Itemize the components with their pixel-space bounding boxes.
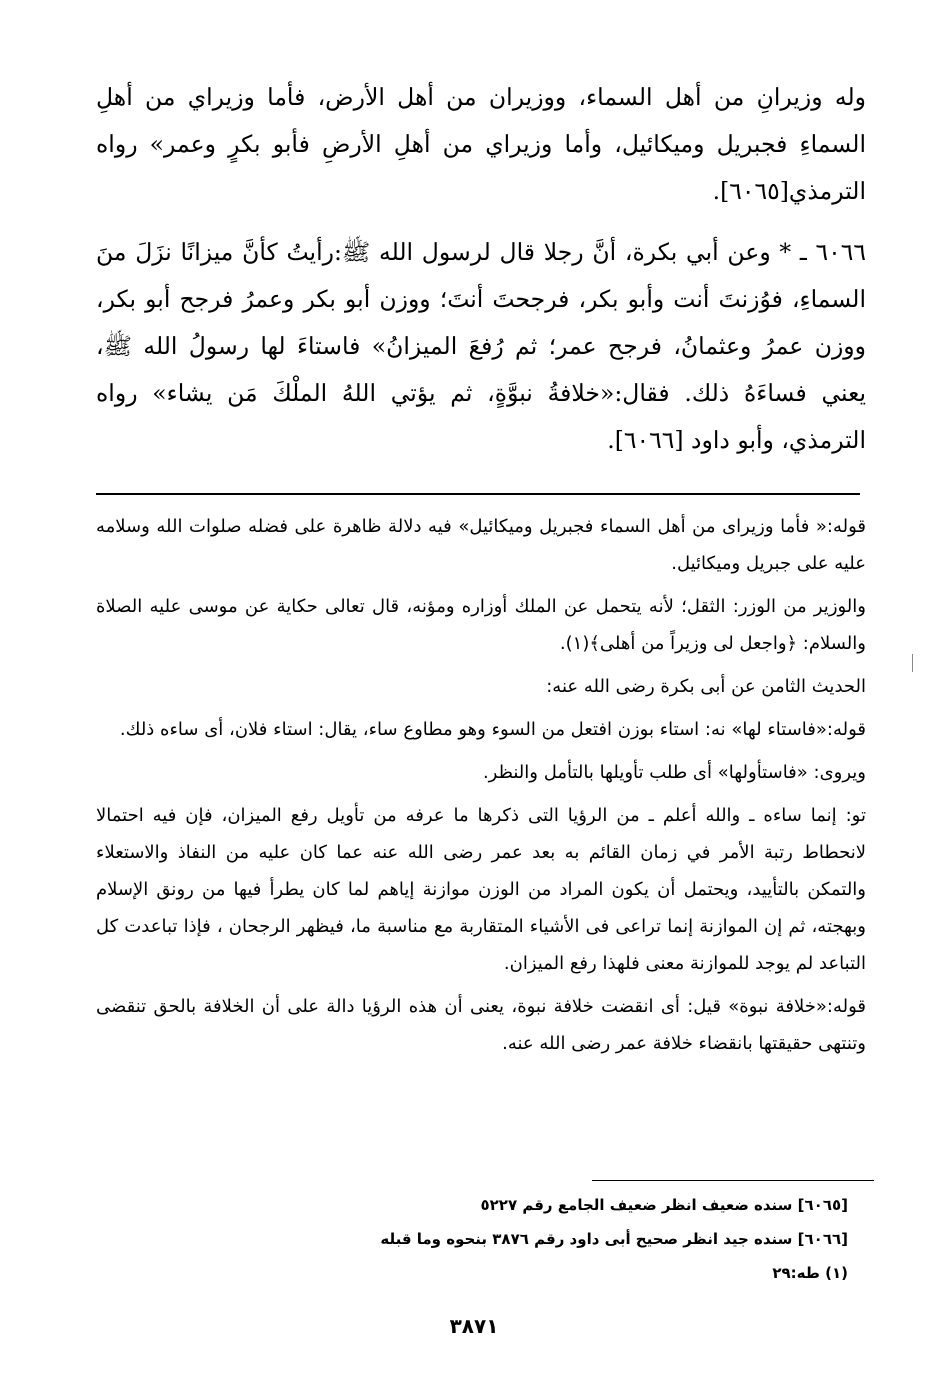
scan-mark [912, 654, 913, 672]
hadith-paragraph-6065-end: وله وزيرانِ من أهل السماء، ووزيران من أهل الأرض، فأما وزيراي من أهلِ السماءِ فجبريل وميكائيل، وأما وزيراي من أهلِ الأرضِ فأبو بكرٍ وعمر» رواه الترمذي[٦٠٦٥]. [96, 83, 866, 205]
hadith-text [96, 74, 866, 478]
footnote-divider-line [592, 1180, 874, 1181]
footnote-6065: [٦٠٦٥] سنده ضعيف انظر ضعيف الجامع رقم ٥٢٢٧ [480, 1196, 848, 1214]
page-number: ٣٨٧١ [449, 1314, 499, 1338]
footnote-1: (١) طه:٢٩ [772, 1264, 848, 1282]
commentary-paragraph: تو: إنما ساءه ـ والله أعلم ـ من الرؤيا التى ذكرها ما عرفه من تأويل رفع الميزان، فإن فيه احتمالا لانحطاط رتبة الأمر في زمان القائم به بعد عمر رضى الله عنه عما كان عليه من النفاذ والاستعلاء والتمكن بالتأييد، ويحتمل أن يكون المراد من الوزن موازنة إياهم لما كان يطرأ فيها من رونق الإسلام وبهجته، ثم إن الموازنة إنما تراعى فى الأشياء المتقاربة مع مناسبة ما، فيظهر الرجحان ، فإذا تباعدت كل التباعد لم يوجد للموازنة معنى فلهذا رفع الميزان. [96, 805, 866, 974]
footnotes [88, 1188, 848, 1290]
commentary-paragraph: قوله:« فأما وزيراى من أهل السماء فجبريل وميكائيل» فيه دلالة ظاهرة على فضله صلوات الله وسلامه عليه على جبريل وميكائيل. [96, 516, 866, 574]
commentary-paragraph: الحديث الثامن عن أبى بكرة رضى الله عنه: [546, 676, 866, 697]
commentary-paragraph: والوزير من الوزر: الثقل؛ لأنه يتحمل عن الملك أوزاره ومؤنه، قال تعالى حكاية عن موسى عليه الصلاة والسلام: ﴿واجعل لى وزيراً من أهلى﴾(١). [96, 596, 866, 654]
main-divider-line [96, 493, 860, 495]
commentary-paragraph: قوله:«خلافة نبوة» قيل: أى انقضت خلافة نبوة، يعنى أن هذه الرؤيا دالة على أن الخلافة بالحق تنقضى وتنتهى حقيقتها بانقضاء خلافة عمر رضى الله عنه. [96, 996, 866, 1054]
hadith-paragraph-6066: ٦٠٦٦ ـ * وعن أبي بكرة، أنَّ رجلا قال لرسول الله ﷺ:رأيتُ كأنَّ ميزانًا نزَلَ منَ السماءِ، فوُزنتَ أنت وأبو بكر، فرجحتَ أنتَ؛ ووزن أبو بكر وعمرُ فرجح أبو بكر، ووزن عمرُ وعثمانُ، فرجح عمر؛ ثم رُفعَ الميزانُ» فاستاءَ لها رسولُ الله ﷺ، يعني فساءَهُ ذلك. فقال:«خلافةُ نبوَّةٍ، ثم يؤتي اللهُ الملْكَ مَن يشاء» رواه الترمذي، وأبو داود [٦٠٦٦]. [96, 238, 866, 454]
footnote-6066: [٦٠٦٦] سنده جيد انظر صحيح أبى داود رقم ٣٨٧٦ بنحوه وما قبله [380, 1230, 848, 1248]
commentary-paragraph: قوله:«فاستاء لها» نه: استاء بوزن افتعل من السوء وهو مطاوع ساء، يقال: استاء فلان، أى ساءه ذلك. [119, 719, 866, 740]
commentary-paragraph: ويروى: «فاستأولها» أى طلب تأويلها بالتأمل والنظر. [482, 762, 866, 783]
commentary-text [96, 508, 866, 1068]
